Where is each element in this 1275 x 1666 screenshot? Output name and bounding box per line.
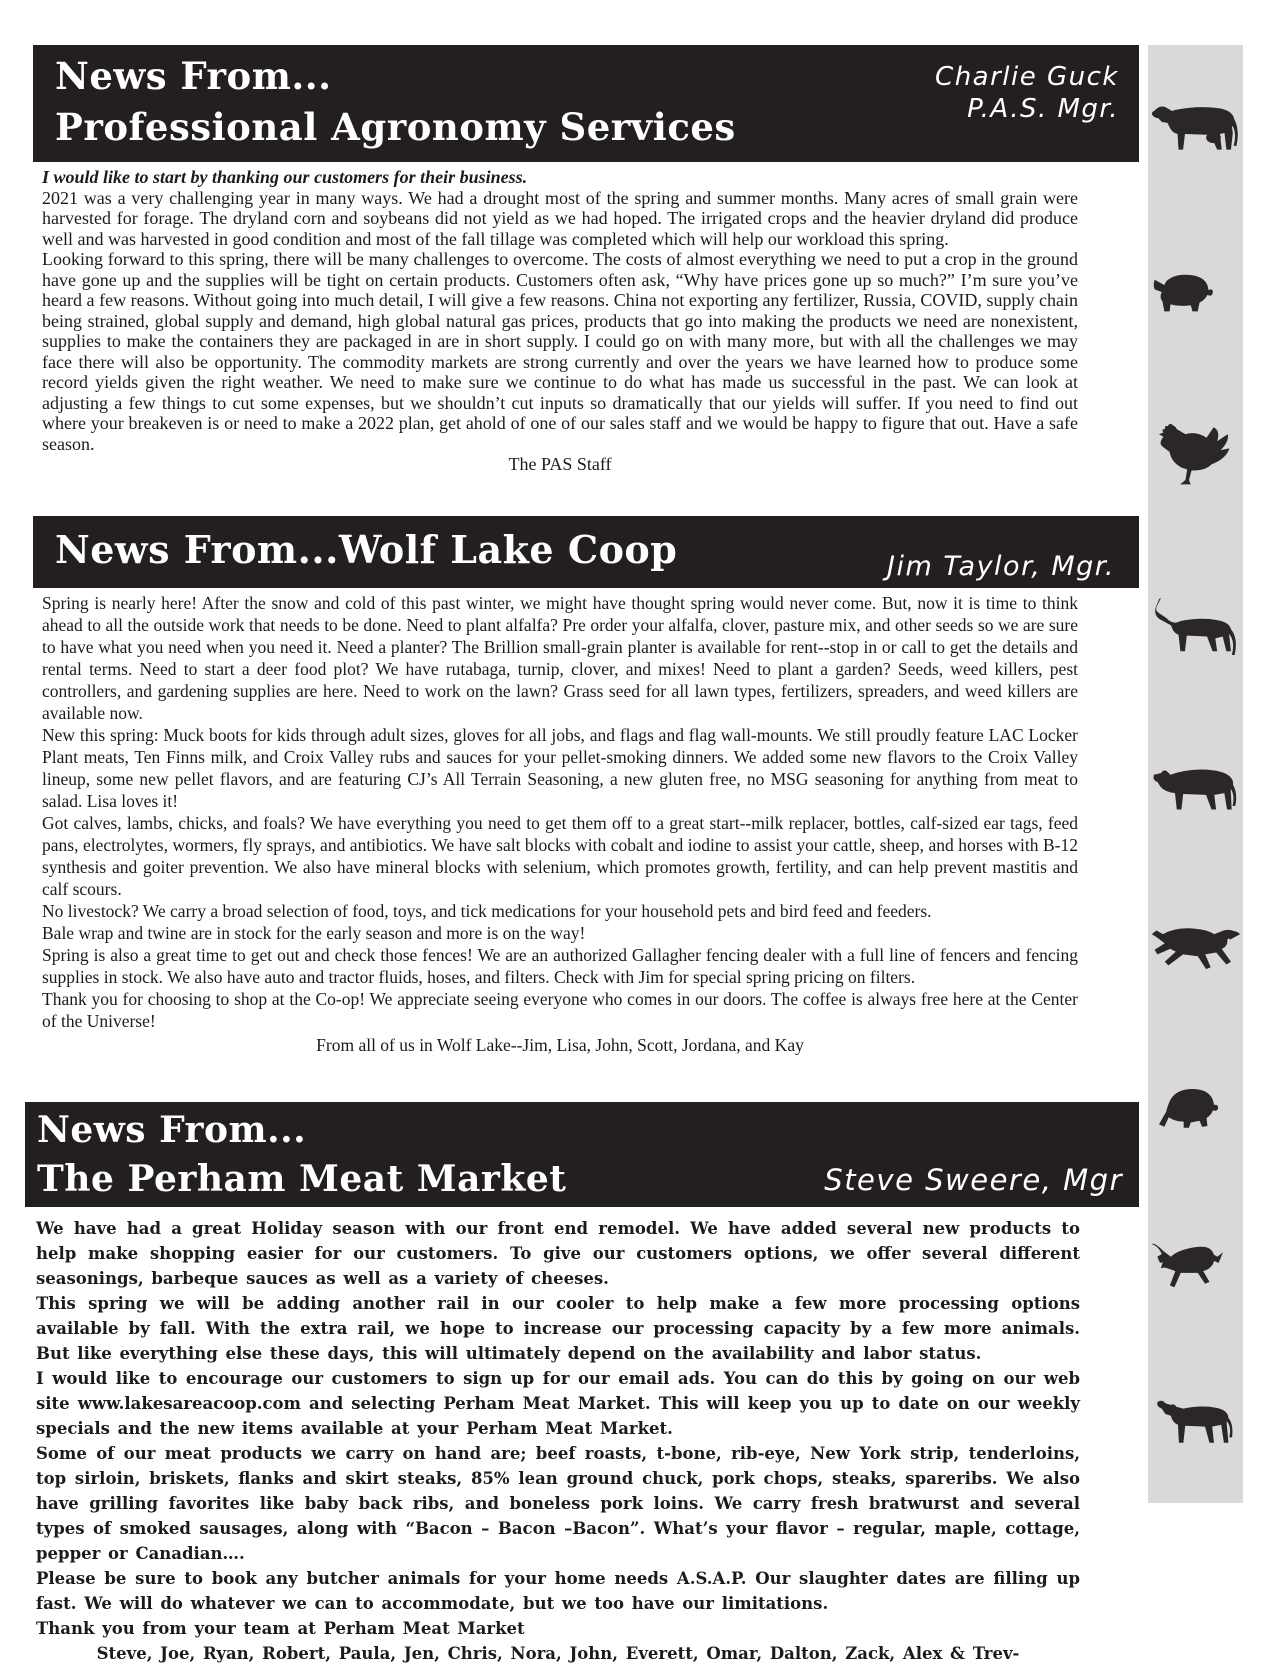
paragraph: Spring is nearly here! After the snow and cold of this past winter, we might have thought spring would never come. But, now it is time to think ahead to all the outside work that needs to be done. Need to plant alfalfa? Pre order your alfalfa, clover, pasture mix, and other seeds so we are sure to have what you need when you need it. Need a planter? The Brillion small-grain planter is available for rent--stop in or call to get the details and rental terms. Need to start a deer food plot? We have rutabaga, turnip, clover, and mixes! Need to plant a garden? Seeds, weed killers, pest controllers, and gardening supplies are here. Need to work on the lawn? Grass seed for all lawn types, fertilizers, spreaders, and weed killers are available now. — [42, 593, 1078, 723]
pig-icon — [1152, 262, 1240, 315]
section-title-line-1: News From... — [37, 1109, 307, 1151]
paragraph: Bale wrap and twine are in stock for the early season and more is on the way! — [42, 923, 586, 943]
section-body-wolf-lake-coop — [42, 592, 1078, 1056]
section-title-line-1: News From... — [55, 54, 332, 98]
section-header-perham-meat-market — [25, 1102, 1139, 1207]
paragraph: Some of our meat products we carry on hand are; beef roasts, t-bone, rib-eye, New York strip, tenderloins, top sirloin, briskets, flanks and skirt steaks, 85% lean ground chuck, pork chops, steaks, spareribs. We also have grilling favorites like baby back ribs, and boneless pork loins. We carry fresh bratwurst and several types of smoked sausages, along with “Bacon – Bacon –Bacon”. What’s your flavor – regular, maple, cottage, pepper or Canadian…. — [36, 1444, 1080, 1563]
signoff: The PAS Staff — [508, 454, 612, 474]
manager-signature: Jim Taylor, Mgr. — [887, 551, 1115, 582]
rooting-pig-icon — [1152, 1078, 1240, 1130]
paragraph: 2021 was a very challenging year in many ways. We had a drought most of the spring and summer months. Many acres of small grain were harvested for forage. The dryland corn and soybeans did not yield as we had hoped. The irrigated crops and the heavier dryland did produce well and was harvested in good condition and most of the fall tillage was completed which will help our workload this spring. — [42, 187, 1078, 249]
manager-name: Charlie Guck — [935, 62, 1119, 92]
manager-title: P.A.S. Mgr. — [967, 94, 1119, 124]
paragraph: Please be sure to book any butcher animals for your home needs A.S.A.P. Our slaughter dates are filling up fast. We will do whatever we can to accommodate, but we too have our limitations. — [36, 1569, 1080, 1613]
paragraph: This spring we will be adding another rail in our cooler to help make a few more processing options available by fall. With the extra rail, we hope to increase our processing capacity by a few more animals. But like everything else these days, this will ultimately depend on the availability and labor status. — [36, 1294, 1080, 1363]
paragraph: New this spring: Muck boots for kids through adult sizes, gloves for all jobs, and flags and flag wall-mounts. We still proudly feature LAC Locker Plant meats, Ten Finns milk, and Croix Valley rubs and sauces for your pellet-smoking dinners. We added some new flavors to the Croix Valley lineup, some new pellet flavors, and are featuring CJ’s All Terrain Seasoning, a new gluten free, no MSG seasoning for anything from meat to salad. Lisa loves it! — [42, 725, 1078, 811]
horse-icon — [1150, 594, 1242, 657]
bull-icon — [1150, 762, 1242, 815]
intro-sentence: I would like to start by thanking our customers for their business. — [42, 167, 528, 187]
paragraph: Thank you from your team at Perham Meat Market — [36, 1619, 525, 1638]
dairy-cow-icon — [1150, 98, 1242, 157]
paragraph: Spring is also a great time to get out and check those fences! We are an authorized Gallagher fencing dealer with a full line of fencers and fencing supplies in stock. We also have auto and tractor fluids, hoses, and filters. Check with Jim for special spring pricing on filters. — [42, 945, 1078, 987]
signoff: From all of us in Wolf Lake--Jim, Lisa, John, Scott, Jordana, and Kay — [316, 1035, 804, 1055]
paragraph: No livestock? We carry a broad selection of food, toys, and tick medications for your household pets and bird feed and feeders. — [42, 901, 932, 921]
animal-silhouette-sidebar — [1148, 45, 1243, 1503]
calf-icon — [1151, 1396, 1241, 1450]
manager-signature: Steve Sweere, Mgr — [824, 1163, 1123, 1197]
hen-icon — [1152, 420, 1240, 489]
section-title-line-2: The Perham Meat Market — [37, 1158, 567, 1200]
paragraph: I would like to encourage our customers to sign up for our email ads. You can do this by going on our web site www.lakesareacoop.com and selecting Perham Meat Market. This will keep you up to date on our weekly specials and the new items available at your Perham Meat Market. — [36, 1369, 1080, 1438]
section-body-perham-meat-market — [36, 1216, 1080, 1666]
galloping-horse-icon — [1150, 921, 1242, 973]
paragraph: Thank you for choosing to shop at the Co-op! We appreciate seeing everyone who comes in our doors. The coffee is always free here at the Center of the Universe! — [42, 989, 1078, 1031]
paragraph: Got calves, lambs, chicks, and foals? We have everything you need to get them off to a great start--milk replacer, bottles, calf-sized ear tags, feed pans, electrolytes, wormers, fly sprays, and antibiotics. We have salt blocks with cobalt and iodine to assist your cattle, sheep, and horses with B-12 synthesis and goiter prevention. We also have mineral blocks with selenium, which promotes growth, fertility, and can help prevent mastitis and calf scours. — [42, 813, 1078, 899]
section-header-wolf-lake-coop — [33, 516, 1139, 588]
section-header-agronomy — [33, 45, 1139, 162]
section-title-line-2: Professional Agronomy Services — [55, 105, 736, 149]
paragraph: Looking forward to this spring, there will be many challenges to overcome. The costs of almost everything we need to put a crop in the ground have gone up and the supplies will be tight on certain products. Customers often ask, “Why have prices gone up so much?” I’m sure you’ve heard a few reasons. Without going into much detail, I will give a few reasons. China not exporting any fertilizer, Russia, COVID, supply chain being strained, global supply and demand, high global natural gas prices, products that go into making the products we need are nonexistent, supplies to make the containers they are packaged in are in short supply. I could go on with many more, but with all the challenges we may face there will also be opportunity. The commodity markets are strong currently and over the years we have learned how to produce some record yields given the right weather. We need to make sure we continue to do what has made us successful in the past. We can look at adjusting a few things to cut some expenses, but we shouldn’t cut inputs so dramatically that our yields will suffer. If you need to find out where your breakeven is or need to make a 2022 plan, get ahold of one of our sales staff and we would be happy to figure that out. Have a safe season. — [42, 249, 1078, 454]
section-title: News From...Wolf Lake Coop — [55, 527, 678, 572]
goat-icon — [1151, 1235, 1241, 1291]
section-body-agronomy — [42, 167, 1078, 475]
signoff: Steve, Joe, Ryan, Robert, Paula, Jen, Chris, Nora, John, Everett, Omar, Dalton, Zack, Alex & Trev- — [96, 1644, 1020, 1663]
paragraph: We have had a great Holiday season with our front end remodel. We have added several new products to help make shopping easier for our customers. To give our customers options, we offer several different seasonings, barbeque sauces as well as a variety of cheeses. — [36, 1219, 1080, 1288]
manager-signature — [935, 61, 1119, 125]
